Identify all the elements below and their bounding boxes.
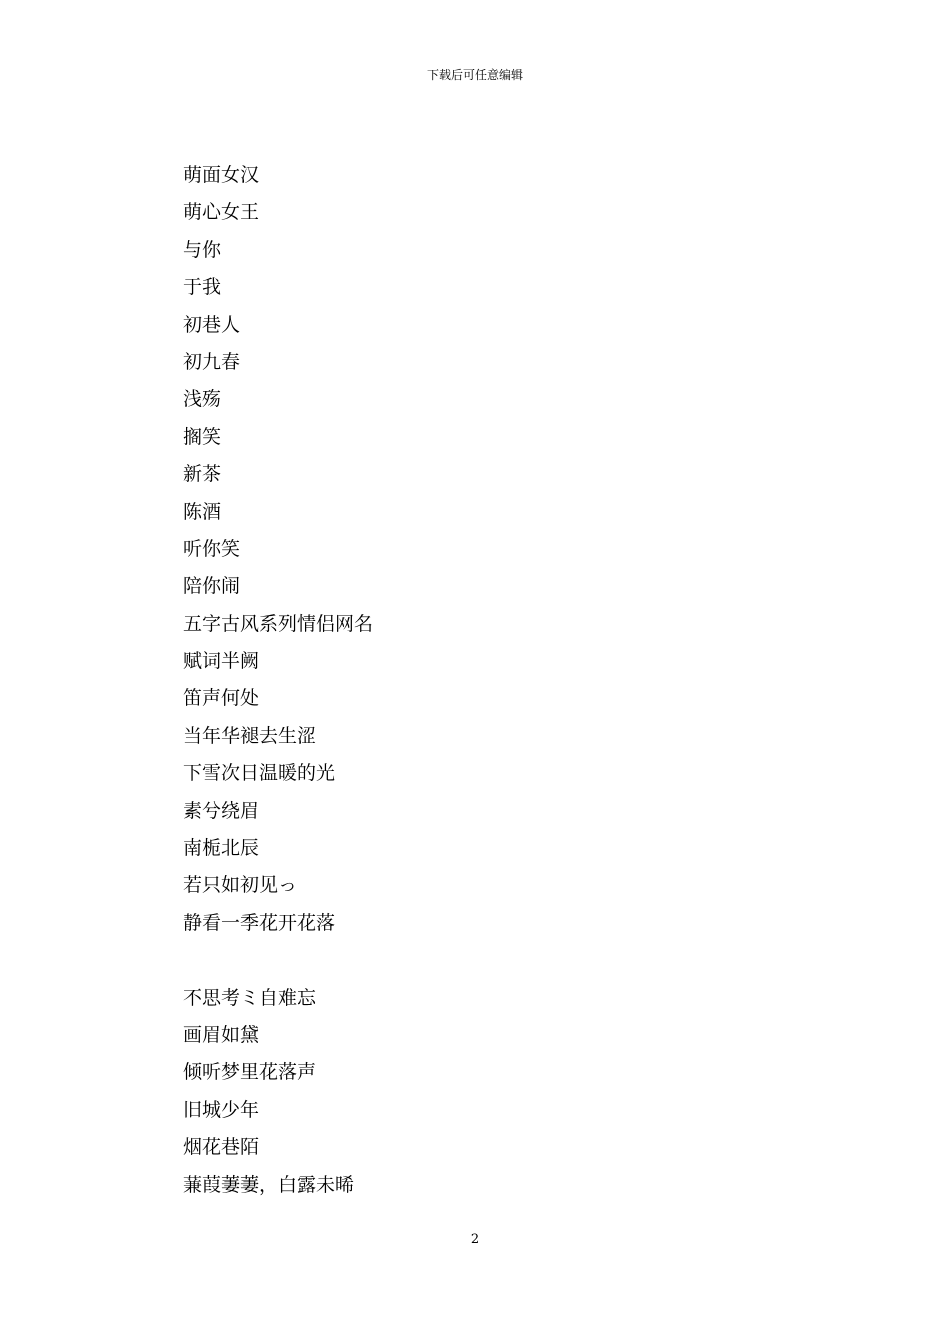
text-line: 听你笑 (183, 537, 241, 560)
document-body (183, 157, 783, 1204)
text-line: 南栀北辰 (183, 837, 260, 860)
text-line: 陈酒 (183, 500, 222, 523)
text-line: 若只如初见っ (183, 874, 298, 897)
text-line: 烟花巷陌 (183, 1136, 260, 1159)
text-line: 浅殇 (183, 388, 222, 411)
text-line: 初九春 (183, 350, 241, 373)
text-line: 与你 (183, 238, 222, 261)
text-line: 初巷人 (183, 313, 241, 336)
text-line: 当年华褪去生涩 (183, 724, 317, 747)
text-line: 倾听梦里花落声 (183, 1061, 317, 1084)
text-line: 新茶 (183, 463, 222, 486)
blank-line (183, 942, 783, 979)
text-line: 陪你闹 (183, 575, 241, 598)
text-line: 不思考ミ自难忘 (183, 986, 317, 1009)
text-line: 画眉如黛 (183, 1023, 260, 1046)
text-line: 于我 (183, 276, 222, 299)
text-line: 赋词半阙 (183, 650, 260, 673)
text-line: 素兮绕眉 (183, 799, 260, 822)
page-header: 下载后可任意编辑 (426, 68, 523, 82)
text-line: 旧城少年 (183, 1098, 260, 1121)
text-line: 萌心女王 (183, 201, 260, 224)
text-line: 萌面女汉 (183, 164, 260, 186)
text-line: 笛声何处 (183, 687, 260, 710)
text-line: 静看一季花开花落 (183, 911, 336, 934)
page-number: 2 (470, 1232, 480, 1247)
text-line: 下雪次日温暖的光 (183, 762, 336, 785)
text-line: 蒹葭萋萋，白露未晞 (183, 1173, 355, 1196)
text-line: 五字古风系列情侣网名 (183, 612, 374, 635)
text-line: 搁笑 (183, 425, 222, 448)
